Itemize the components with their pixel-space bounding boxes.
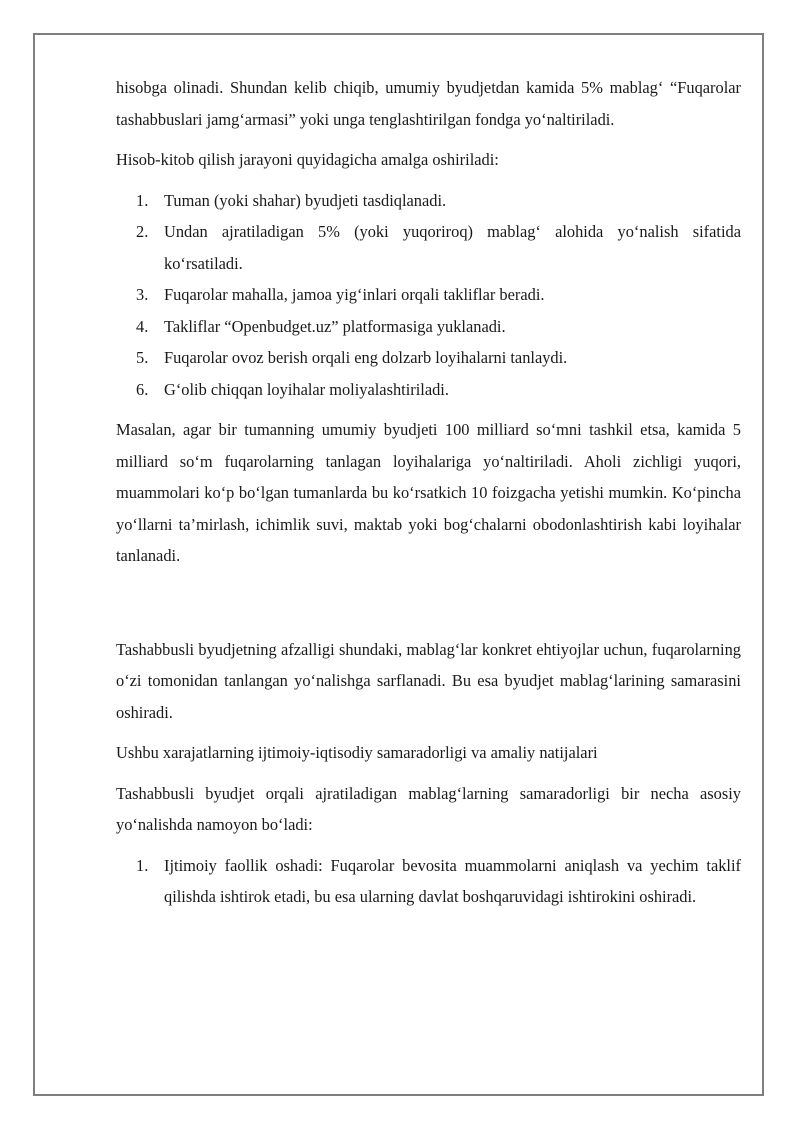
numbered-list xyxy=(116,185,741,406)
list-item-text: Ijtimoiy faollik oshadi: Fuqarolar bevosita muammolarni aniqlash va yechim taklif qilishda ishtirok etadi, bu esa ularning davlat boshqaruvidagi ishtirokini oshiradi. xyxy=(164,855,741,906)
list-number: 4. xyxy=(136,316,149,336)
list-number: 1. xyxy=(136,190,149,210)
list-number: 5. xyxy=(136,348,149,367)
paragraph: Masalan, agar bir tumanning umumiy byudjeti 100 milliard so‘mni tashkil etsa, kamida 5 milliard so‘m fuqarolarning tanlagan loyihalariga yo‘naltiriladi. Aholi zichligi yuqori, muammolari ko‘p bo‘lgan tumanlarda bu ko‘rsatkich 10 foizgacha yetishi mumkin. Ko‘pincha yo‘llarni ta’mirlash, ichimlik suvi, maktab yoki bog‘chalarni obodonlashtirish kabi loyihalar tanlanadi. xyxy=(116,420,741,565)
list-item-text: Takliflar “Openbudget.uz” platformasiga yuklanadi. xyxy=(164,316,506,336)
document-body xyxy=(116,72,741,922)
list-item-text: G‘olib chiqqan loyihalar moliyalashtiriladi. xyxy=(164,379,449,399)
numbered-list xyxy=(116,850,741,913)
list-item xyxy=(116,216,741,279)
list-item xyxy=(116,185,741,217)
paragraph: hisobga olinadi. Shundan kelib chiqib, umumiy byudjetdan kamida 5% mablag‘ “Fuqarolar tashabbuslari jamg‘armasi” yoki unga tenglashtirilgan fondga yo‘naltiriladi. xyxy=(116,78,741,129)
list-number: 2. xyxy=(136,222,149,241)
list-number: 6. xyxy=(136,379,149,399)
paragraph: Tashabbusli byudjet orqali ajratiladigan mablag‘larning samaradorligi bir necha asosiy yo‘nalishda namoyon bo‘ladi: xyxy=(116,783,741,834)
list-item xyxy=(116,279,741,311)
blank-space xyxy=(116,581,741,634)
list-item xyxy=(116,850,741,913)
paragraph: Tashabbusli byudjetning afzalligi shundaki, mablag‘lar konkret ehtiyojlar uchun, fuqarolarning o‘zi tomonidan tanlangan yo‘nalishga sarflanadi. Bu esa byudjet mablag‘larining samarasini oshiradi. xyxy=(116,639,741,722)
list-number: 3. xyxy=(136,285,149,304)
section-heading: Ushbu xarajatlarning ijtimoiy-iqtisodiy samaradorligi va amaliy natijalari xyxy=(116,743,598,762)
list-item-text: Fuqarolar ovoz berish orqali eng dolzarb loyihalarni tanlaydi. xyxy=(164,348,568,367)
paragraph: Hisob-kitob qilish jarayoni quyidagicha amalga oshiriladi: xyxy=(116,150,499,169)
list-item-text: Fuqarolar mahalla, jamoa yig‘inlari orqali takliflar beradi. xyxy=(164,285,545,304)
list-item xyxy=(116,342,741,374)
list-item xyxy=(116,374,741,406)
list-number: 1. xyxy=(136,855,149,875)
list-item-text: Tuman (yoki shahar) byudjeti tasdiqlanadi. xyxy=(164,190,447,210)
list-item xyxy=(116,311,741,343)
list-item-text: Undan ajratiladigan 5% (yoki yuqoriroq) mablag‘ alohida yo‘nalish sifatida ko‘rsatiladi. xyxy=(164,222,741,273)
